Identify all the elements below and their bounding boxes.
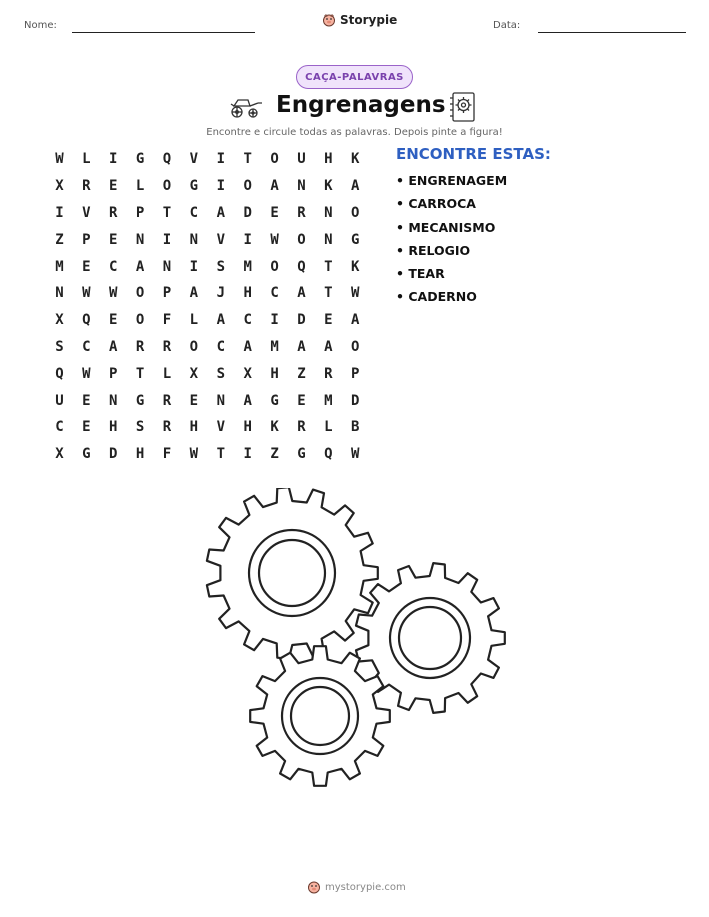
grid-letter[interactable]: L (162, 365, 172, 382)
grid-letter[interactable]: C (216, 338, 225, 355)
grid-letter[interactable]: S (135, 419, 145, 436)
grid-letter[interactable]: W (55, 151, 64, 168)
grid-letter[interactable]: P (135, 204, 145, 221)
grid-letter[interactable]: C (270, 285, 279, 302)
grid-letter[interactable]: O (135, 285, 145, 302)
grid-letter[interactable]: O (351, 338, 360, 355)
grid-letter[interactable]: S (216, 258, 225, 275)
grid-letter[interactable]: E (324, 312, 333, 329)
grid-letter[interactable]: O (270, 258, 279, 275)
grid-letter[interactable]: G (189, 178, 199, 195)
grid-letter[interactable]: K (351, 258, 360, 275)
grid-letter[interactable]: Q (162, 151, 172, 168)
grid-letter[interactable]: C (243, 312, 252, 329)
grid-letter[interactable]: H (324, 151, 333, 168)
grid-letter[interactable]: T (162, 204, 172, 221)
grid-letter[interactable]: O (270, 151, 279, 168)
grid-letter[interactable]: W (351, 285, 360, 302)
grid-letter[interactable]: Z (297, 365, 306, 382)
grid-letter[interactable]: V (216, 231, 225, 248)
footer-url: mystorypie.com (325, 881, 406, 893)
grid-letter[interactable]: D (109, 446, 118, 463)
grid-letter[interactable]: N (189, 231, 199, 248)
grid-letter[interactable]: H (243, 419, 252, 436)
grid-letter[interactable]: P (82, 231, 91, 248)
title-row (0, 90, 709, 126)
grid-letter[interactable]: N (135, 231, 145, 248)
page-title: Engrenagens (276, 92, 446, 118)
grid-letter[interactable]: A (270, 178, 279, 195)
grid-letter[interactable]: E (297, 392, 306, 409)
grid-letter[interactable]: X (55, 178, 64, 195)
grid-letter[interactable]: I (189, 258, 199, 275)
grid-letter[interactable]: G (135, 151, 145, 168)
grid-letter[interactable]: Z (270, 446, 279, 463)
grid-letter[interactable]: N (109, 392, 118, 409)
grid-letter[interactable]: V (82, 204, 91, 221)
grid-letter[interactable]: N (162, 258, 172, 275)
word-list (396, 171, 507, 311)
grid-letter[interactable]: O (297, 231, 306, 248)
grid-row (46, 414, 369, 441)
pig-icon (307, 880, 321, 894)
grid-letter[interactable]: W (82, 365, 91, 382)
grid-letter[interactable]: W (109, 285, 118, 302)
grid-letter[interactable]: S (55, 338, 64, 355)
grid-letter[interactable]: R (162, 338, 172, 355)
grid-letter[interactable]: A (216, 312, 225, 329)
grid-letter[interactable]: E (82, 258, 91, 275)
grid-letter[interactable]: A (351, 312, 360, 329)
grid-letter[interactable]: G (297, 446, 306, 463)
grid-letter[interactable]: R (82, 178, 91, 195)
word-item: • MECANISMO (396, 219, 496, 235)
grid-letter[interactable]: Q (324, 446, 333, 463)
grid-letter[interactable]: D (243, 204, 252, 221)
grid-letter[interactable]: A (216, 204, 225, 221)
grid-letter[interactable]: G (270, 392, 279, 409)
date-line (538, 32, 686, 33)
grid-letter[interactable]: E (82, 392, 91, 409)
brand-name: Storypie (340, 13, 398, 27)
grid-letter[interactable]: O (135, 312, 145, 329)
instructions: Encontre e circule todas as palavras. Depois pinte a figura! (206, 127, 503, 138)
grid-letter[interactable]: S (216, 365, 225, 382)
grid-letter[interactable]: R (109, 204, 118, 221)
grid-letter[interactable]: F (162, 312, 172, 329)
grid-letter[interactable]: O (162, 178, 172, 195)
notebook-gear-icon (449, 91, 477, 123)
pig-icon (322, 13, 336, 27)
grid-letter[interactable]: N (324, 231, 333, 248)
grid-letter[interactable]: R (297, 419, 306, 436)
grid-letter[interactable]: O (351, 204, 360, 221)
word-item: • ENGRENAGEM (396, 173, 508, 188)
grid-letter[interactable]: N (216, 392, 225, 409)
grid-letter[interactable]: F (162, 446, 172, 463)
grid-letter[interactable]: O (189, 338, 199, 355)
grid-letter[interactable]: E (82, 419, 91, 436)
grid-letter[interactable]: A (135, 258, 145, 275)
grid-letter[interactable]: A (189, 285, 199, 302)
grid-letter[interactable]: I (109, 151, 118, 168)
grid-letter[interactable]: B (351, 419, 360, 436)
grid-letter[interactable]: H (109, 419, 118, 436)
grid-letter[interactable]: L (189, 312, 199, 329)
grid-letter[interactable]: X (243, 365, 252, 382)
grid-row (46, 334, 369, 361)
grid-letter[interactable]: X (55, 446, 64, 463)
grid-row (46, 360, 369, 387)
grid-letter[interactable]: R (135, 338, 145, 355)
grid-letter[interactable]: R (162, 392, 172, 409)
grid-letter[interactable]: I (216, 151, 225, 168)
date-label: Data: (493, 20, 521, 31)
grid-letter[interactable]: C (82, 338, 91, 355)
grid-letter[interactable]: K (270, 419, 279, 436)
grid-letter[interactable]: X (55, 312, 64, 329)
gear (250, 646, 390, 786)
grid-letter[interactable]: T (216, 446, 225, 463)
grid-letter[interactable]: R (297, 204, 306, 221)
grid-letter[interactable]: H (243, 285, 252, 302)
grid-letter[interactable]: W (351, 446, 360, 463)
grid-letter[interactable]: A (351, 178, 360, 195)
gear (207, 488, 378, 659)
grid-letter[interactable]: D (297, 312, 306, 329)
grid-row (46, 441, 369, 468)
grid-letter[interactable]: T (135, 365, 145, 382)
grid-row (46, 173, 369, 200)
grid-letter[interactable]: C (189, 204, 199, 221)
grid-letter[interactable]: N (55, 285, 64, 302)
grid-letter[interactable]: K (351, 151, 360, 168)
grid-letter[interactable]: H (189, 419, 199, 436)
grid-letter[interactable]: R (162, 419, 172, 436)
grid-letter[interactable]: C (55, 419, 64, 436)
grid-letter[interactable]: V (216, 419, 225, 436)
grid-letter[interactable]: T (243, 151, 252, 168)
grid-letter[interactable]: L (135, 178, 145, 195)
grid-row (46, 253, 369, 280)
grid-letter[interactable]: V (189, 151, 199, 168)
grid-letter[interactable]: W (270, 231, 279, 248)
grid-letter[interactable]: T (324, 285, 333, 302)
grid-letter[interactable]: K (324, 178, 333, 195)
grid-letter[interactable]: P (109, 365, 118, 382)
grid-letter[interactable]: A (297, 285, 306, 302)
footer (307, 880, 406, 894)
category-badge: CAÇA-PALAVRAS (296, 65, 413, 89)
grid-row (46, 200, 369, 227)
grid-letter[interactable]: E (109, 231, 118, 248)
grid-letter[interactable]: W (189, 446, 199, 463)
grid-letter[interactable]: Q (297, 258, 306, 275)
grid-letter[interactable]: U (55, 392, 64, 409)
grid-letter[interactable]: C (109, 258, 118, 275)
grid-letter[interactable]: J (216, 285, 225, 302)
name-label: Nome: (24, 20, 57, 31)
word-item: • TEAR (396, 266, 445, 282)
grid-letter[interactable]: A (297, 338, 306, 355)
grid-letter[interactable]: N (297, 178, 306, 195)
gears-illustration[interactable] (200, 488, 510, 798)
cart-icon (228, 94, 264, 120)
grid-letter[interactable]: G (82, 446, 91, 463)
grid-letter[interactable]: I (55, 204, 64, 221)
grid-letter[interactable]: E (189, 392, 199, 409)
grid-letter[interactable]: M (243, 258, 252, 275)
grid-letter[interactable]: M (270, 338, 279, 355)
grid-letter[interactable]: A (324, 338, 333, 355)
grid-letter[interactable]: U (297, 151, 306, 168)
grid-letter[interactable]: P (351, 365, 360, 382)
grid-letter[interactable]: A (243, 392, 252, 409)
grid-row (46, 146, 369, 173)
word-search-grid[interactable] (46, 146, 369, 468)
grid-letter[interactable]: A (109, 338, 118, 355)
grid-letter[interactable]: N (324, 204, 333, 221)
grid-letter[interactable]: L (324, 419, 333, 436)
words-title: ENCONTRE ESTAS: (396, 145, 551, 163)
grid-letter[interactable]: P (162, 285, 172, 302)
grid-letter[interactable]: I (162, 231, 172, 248)
grid-letter[interactable]: I (216, 178, 225, 195)
grid-letter[interactable]: L (82, 151, 91, 168)
grid-letter[interactable]: G (135, 392, 145, 409)
grid-letter[interactable]: R (324, 365, 333, 382)
grid-letter[interactable]: I (243, 231, 252, 248)
grid-letter[interactable]: H (135, 446, 145, 463)
grid-letter[interactable]: Q (55, 365, 64, 382)
grid-letter[interactable]: H (270, 365, 279, 382)
grid-letter[interactable]: E (109, 312, 118, 329)
grid-letter[interactable]: G (351, 231, 360, 248)
grid-row (46, 226, 369, 253)
grid-letter[interactable]: T (324, 258, 333, 275)
grid-letter[interactable]: I (270, 312, 279, 329)
word-item: • CADERNO (396, 289, 477, 305)
name-line (72, 32, 255, 33)
grid-letter[interactable]: A (243, 338, 252, 355)
grid-letter[interactable]: Q (82, 312, 91, 329)
brand-logo (322, 13, 397, 27)
grid-letter[interactable]: Z (55, 231, 64, 248)
grid-row (46, 307, 369, 334)
grid-letter[interactable]: X (189, 365, 199, 382)
grid-letter[interactable]: E (270, 204, 279, 221)
grid-letter[interactable]: E (109, 178, 118, 195)
grid-letter[interactable]: M (324, 392, 333, 409)
grid-row (46, 280, 369, 307)
grid-letter[interactable]: D (351, 392, 360, 409)
grid-letter[interactable]: I (243, 446, 252, 463)
word-item: • CARROCA (396, 196, 476, 212)
grid-letter[interactable]: M (55, 258, 64, 275)
grid-row (46, 387, 369, 414)
word-item: • RELOGIO (396, 242, 471, 258)
grid-letter[interactable]: W (82, 285, 91, 302)
grid-letter[interactable]: O (243, 178, 252, 195)
